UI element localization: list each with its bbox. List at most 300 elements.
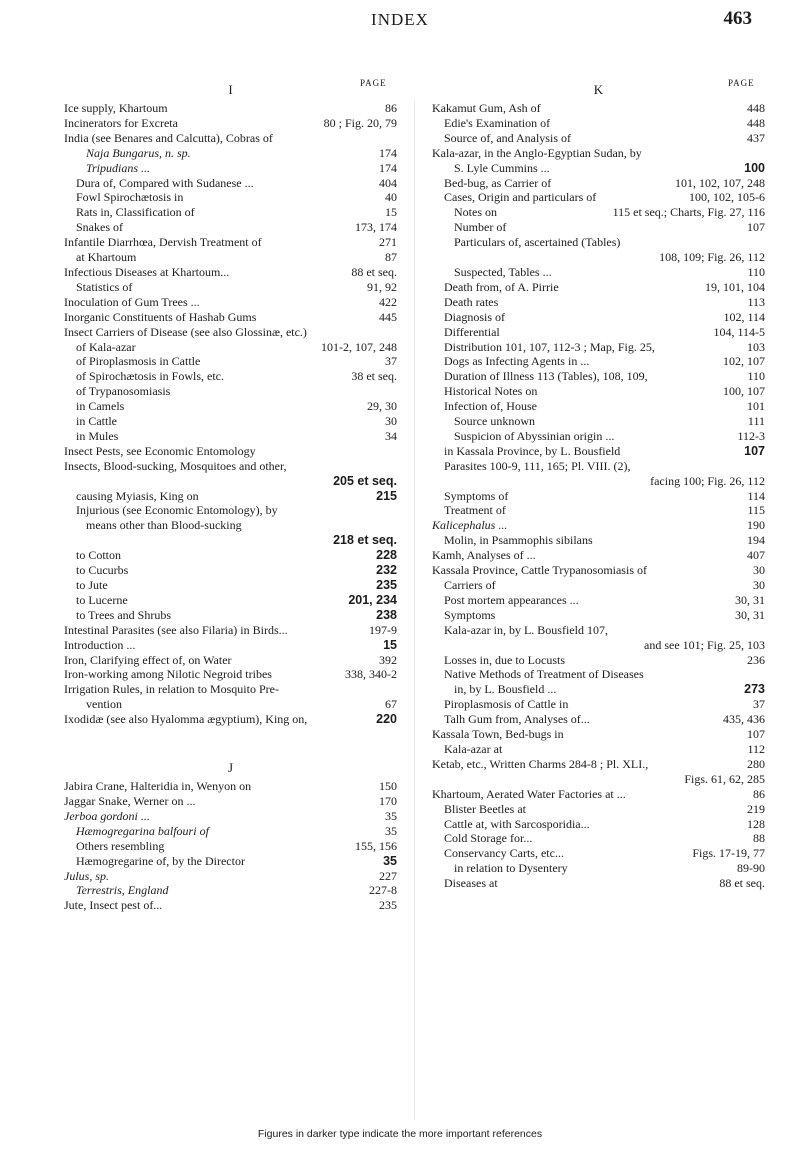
entry-pages: 174 — [375, 146, 397, 161]
entry-pages: 29, 30 — [363, 399, 397, 414]
entry-pages: 280 — [743, 757, 765, 772]
index-entry — [64, 325, 397, 340]
entry-pages: 197-9 — [365, 623, 397, 638]
entry-text: Inoculation of Gum Trees ... — [64, 294, 200, 309]
index-entry — [432, 578, 765, 593]
index-entry — [64, 682, 397, 697]
index-entry — [64, 839, 397, 854]
index-entry — [432, 220, 765, 235]
entry-pages: 100, 102, 105-6 — [685, 190, 765, 205]
entry-pages: 30, 31 — [731, 593, 765, 608]
entry-pages: 228 — [372, 548, 397, 563]
entry-pages: 37 — [749, 697, 765, 712]
entry-text: Historical Notes on — [444, 384, 538, 399]
entry-text: Naja Bungarus, n. sp. — [86, 145, 191, 160]
entry-text: Talh Gum from, Analyses of... — [444, 712, 590, 727]
index-entry — [432, 474, 765, 489]
footer-note: Figures in darker type indicate the more important references — [257, 1128, 543, 1140]
right-column — [432, 79, 765, 891]
index-entry — [64, 250, 397, 265]
entry-text: Insect Pests, see Economic Entomology — [64, 443, 256, 458]
entry-pages: 236 — [743, 653, 765, 668]
entry-text: Statistics of — [76, 279, 133, 294]
entry-text: Julus, sp. — [64, 868, 109, 883]
entry-pages: 91, 92 — [363, 280, 397, 295]
entry-pages: 89-90 — [733, 861, 765, 876]
entry-pages: 100 — [740, 161, 765, 176]
entry-text: Kalicephalus ... — [432, 518, 508, 533]
entry-text: Jerboa gordoni ... — [64, 808, 150, 823]
entry-pages: 437 — [743, 131, 765, 146]
entry-pages: 220 — [372, 712, 397, 727]
entry-pages: 104, 114-5 — [709, 325, 765, 340]
entry-text: Suspected, Tables ... — [454, 264, 552, 279]
index-entry — [64, 369, 397, 384]
entry-text: Diseases at — [444, 876, 498, 891]
index-entry — [64, 578, 397, 593]
entry-pages: 404 — [375, 176, 397, 191]
index-entry — [64, 295, 397, 310]
index-entry — [432, 369, 765, 384]
entry-pages: 219 — [743, 802, 765, 817]
entry-pages: 392 — [375, 653, 397, 668]
entry-text: Particulars of, ascertained (Tables) — [454, 235, 621, 250]
entry-pages: 37 — [381, 354, 397, 369]
entry-pages: 86 — [381, 101, 397, 116]
entry-text: in Kassala Province, by L. Bousfield — [444, 443, 621, 458]
index-entry — [64, 205, 397, 220]
entry-text: Ketab, etc., Written Charms 284-8 ; Pl. XLI., — [432, 756, 649, 771]
section-letter-i: I — [228, 82, 233, 97]
entry-text: Post mortem appearances ... — [444, 592, 579, 607]
entry-text: Incinerators for Excreta — [64, 115, 178, 130]
entry-text: Injurious (see Economic Entomology), by — [76, 503, 278, 518]
index-entry — [432, 817, 765, 832]
entry-pages: 128 — [743, 817, 765, 832]
entry-pages: 112 — [743, 742, 765, 757]
entry-text: Jute, Insect pest of... — [64, 898, 163, 913]
entry-pages: 155, 156 — [351, 839, 397, 854]
entry-pages: facing 100; Fig. 26, 112 — [646, 474, 765, 489]
entry-pages: 35 — [381, 824, 397, 839]
entry-text: Introduction ... — [64, 637, 136, 652]
entry-text: Others resembling — [76, 838, 165, 853]
index-entry — [432, 727, 765, 742]
entry-text: Cold Storage for... — [444, 831, 533, 846]
entry-text: Hæmogregarine of, by the Director — [76, 853, 245, 868]
index-entry — [432, 623, 765, 638]
entry-pages: 107 — [740, 444, 765, 459]
entry-pages: 35 — [379, 854, 397, 869]
entry-pages: 113 — [743, 295, 765, 310]
index-entry — [432, 340, 765, 355]
entry-text: Symptoms — [444, 607, 496, 622]
index-entry — [432, 235, 765, 250]
index-entry — [64, 503, 397, 518]
entry-pages: 38 et seq. — [347, 369, 397, 384]
entry-text: in Cattle — [76, 414, 117, 429]
entry-pages: 101-2, 107, 248 — [317, 340, 397, 355]
entry-pages: 15 — [381, 205, 397, 220]
index-entry — [432, 742, 765, 757]
entry-text: causing Myiasis, King on — [76, 488, 199, 503]
index-list-i — [64, 101, 397, 727]
left-page-label: PAGE — [360, 78, 387, 88]
entry-pages: Figs. 17-19, 77 — [688, 846, 765, 861]
index-entry — [64, 824, 397, 839]
entry-text: Insect Carriers of Disease (see also Glossinæ, etc.) — [64, 324, 307, 339]
entry-text: Blister Beetles at — [444, 801, 526, 816]
entry-pages: 238 — [372, 608, 397, 623]
entry-text: Kala-azar, in the Anglo-Egyptian Sudan, by — [432, 145, 642, 160]
index-entry — [64, 563, 397, 578]
index-entry — [432, 384, 765, 399]
index-entry — [432, 772, 765, 787]
index-entry — [64, 623, 397, 638]
entry-pages: 80 ; Fig. 20, 79 — [320, 116, 397, 131]
index-entry — [432, 712, 765, 727]
entry-pages: 67 — [381, 697, 397, 712]
left-column — [64, 79, 397, 913]
entry-text: to Cotton — [76, 548, 122, 563]
entry-text: means other than Blood-sucking — [86, 518, 242, 533]
index-entry — [432, 667, 765, 682]
entry-pages: 103 — [743, 340, 765, 355]
entry-text: Carriers of — [444, 578, 496, 592]
entry-pages: 30 — [381, 414, 397, 429]
entry-pages: 235 — [375, 898, 397, 913]
entry-pages: 87 — [381, 250, 397, 265]
entry-text: Inorganic Constituents of Hashab Gums — [64, 309, 257, 324]
index-list-j — [64, 779, 397, 913]
index-entry — [432, 518, 765, 533]
entry-text: Diagnosis of — [444, 309, 505, 324]
index-entry — [432, 116, 765, 131]
entry-text: Infantile Diarrhœa, Dervish Treatment of — [64, 235, 262, 250]
entry-pages: 173, 174 — [351, 220, 397, 235]
index-entry — [64, 354, 397, 369]
entry-text: Parasites 100-9, 111, 165; Pl. VIII. (2), — [444, 458, 631, 473]
index-entry — [64, 429, 397, 444]
page-number: 463 — [723, 8, 752, 29]
entry-text: Irrigation Rules, in relation to Mosquito Pre- — [64, 682, 279, 697]
index-entry — [64, 593, 397, 608]
entry-text: Kassala Province, Cattle Trypanosomiasis of — [432, 563, 647, 578]
entry-pages: 201, 234 — [344, 593, 397, 608]
index-entry — [64, 265, 397, 280]
index-entry — [64, 146, 397, 161]
index-entry — [64, 794, 397, 809]
column-divider — [414, 100, 415, 1120]
entry-text: Treatment of — [444, 503, 506, 518]
index-entry — [64, 474, 397, 489]
entry-text: Iron, Clarifying effect of, on Water — [64, 652, 232, 667]
index-entry — [64, 697, 397, 712]
entry-text: Differential — [444, 324, 500, 339]
index-entry — [64, 190, 397, 205]
entry-pages: 190 — [743, 518, 765, 533]
index-entry — [432, 608, 765, 623]
entry-pages: 30 — [749, 578, 765, 593]
entry-text: Death from, of A. Pirrie — [444, 279, 559, 294]
entry-text: Intestinal Parasites (see also Filaria) in Birds... — [64, 622, 288, 637]
entry-text: to Jute — [76, 578, 108, 592]
entry-pages: 35 — [381, 809, 397, 824]
entry-text: Ice supply, Khartoum — [64, 101, 168, 115]
entry-pages: 273 — [740, 682, 765, 697]
index-entry — [64, 116, 397, 131]
entry-pages: 170 — [375, 794, 397, 809]
entry-text: Kakamut Gum, Ash of — [432, 101, 541, 115]
entry-pages: 30 — [749, 563, 765, 578]
entry-text: Jaggar Snake, Werner on ... — [64, 793, 196, 808]
index-entry — [64, 854, 397, 869]
entry-text: Iron-working among Nilotic Negroid tribes — [64, 667, 272, 682]
entry-text: Native Methods of Treatment of Diseases — [444, 667, 644, 682]
entry-text: Conservancy Carts, etc... — [444, 846, 564, 861]
index-entry — [432, 638, 765, 653]
entry-pages: 232 — [372, 563, 397, 578]
index-entry — [432, 503, 765, 518]
entry-text: of Spirochætosis in Fowls, etc. — [76, 369, 225, 384]
entry-pages: 115 et seq.; Charts, Fig. 27, 116 — [609, 205, 765, 220]
entry-pages: 115 — [743, 503, 765, 518]
entry-text: Death rates — [444, 294, 499, 309]
entry-pages: and see 101; Fig. 25, 103 — [640, 638, 765, 653]
entry-text: to Cucurbs — [76, 563, 129, 578]
entry-pages: 86 — [749, 787, 765, 802]
index-entry — [64, 608, 397, 623]
index-entry — [432, 548, 765, 563]
entry-text: Molin, in Psammophis sibilans — [444, 533, 593, 548]
entry-text: Source of, and Analysis of — [444, 130, 571, 145]
entry-text: Jabira Crane, Halteridia in, Wenyon on — [64, 779, 252, 794]
entry-pages: 30, 31 — [731, 608, 765, 623]
entry-text: Ixodidæ (see also Hyalomma ægyptium), King on, — [64, 712, 308, 727]
index-entry — [64, 653, 397, 668]
index-entry — [432, 444, 765, 459]
index-entry — [64, 131, 397, 146]
entry-text: Symptoms of — [444, 488, 509, 503]
index-entry — [432, 563, 765, 578]
index-entry — [432, 653, 765, 668]
index-entry — [432, 265, 765, 280]
entry-pages: 338, 340-2 — [341, 667, 397, 682]
index-entry — [432, 146, 765, 161]
section-letter-j: J — [227, 760, 234, 776]
entry-text: Duration of Illness 113 (Tables), 108, 109, — [444, 369, 648, 384]
entry-pages: 435, 436 — [719, 712, 765, 727]
index-entry — [432, 846, 765, 861]
index-entry — [432, 831, 765, 846]
entry-text: Kamh, Analyses of ... — [432, 548, 536, 563]
entry-pages: 218 et seq. — [329, 533, 397, 548]
index-entry — [64, 176, 397, 191]
entry-pages: 215 — [372, 489, 397, 504]
entry-text: Kala-azar in, by L. Bousfield 107, — [444, 622, 608, 637]
entry-pages: 227-8 — [365, 883, 397, 898]
index-entry — [64, 667, 397, 682]
index-entry — [64, 220, 397, 235]
entry-text: Piroplasmosis of Cattle in — [444, 697, 569, 712]
index-entry — [432, 876, 765, 891]
entry-pages: 88 et seq. — [715, 876, 765, 891]
index-entry — [432, 131, 765, 146]
entry-text: Cases, Origin and particulars of — [444, 190, 597, 205]
index-entry — [64, 101, 397, 116]
entry-pages: 445 — [375, 310, 397, 325]
index-entry — [432, 429, 765, 444]
index-entry — [64, 310, 397, 325]
entry-pages: 19, 101, 104 — [701, 280, 765, 295]
index-entry — [432, 250, 765, 265]
index-entry — [432, 190, 765, 205]
entry-text: Source unknown — [454, 414, 535, 429]
entry-text: Kala-azar at — [444, 741, 503, 756]
index-entry — [432, 205, 765, 220]
index-entry — [432, 489, 765, 504]
entry-text: Distribution 101, 107, 112-3 ; Map, Fig. 25, — [444, 339, 655, 354]
entry-text: Notes on — [454, 205, 497, 220]
entry-text: of Kala-azar — [76, 339, 136, 354]
entry-pages: 150 — [375, 779, 397, 794]
entry-pages: 100, 107 — [719, 384, 765, 399]
entry-text: Snakes of — [76, 220, 123, 235]
index-entry — [432, 325, 765, 340]
entry-text: Infection of, House — [444, 399, 537, 414]
index-entry — [64, 444, 397, 459]
index-entry — [432, 682, 765, 697]
entry-pages: 40 — [381, 190, 397, 205]
entry-text: Infectious Diseases at Khartoum... — [64, 264, 230, 279]
index-entry — [64, 809, 397, 824]
entry-text: in, by L. Bousfield ... — [454, 682, 557, 697]
entry-text: to Trees and Shrubs — [76, 607, 172, 622]
entry-text: Khartoum, Aerated Water Factories at ... — [432, 786, 626, 801]
index-entry — [64, 489, 397, 504]
entry-text: Suspicion of Abyssinian origin ... — [454, 428, 615, 443]
index-entry — [432, 101, 765, 116]
index-entry — [64, 414, 397, 429]
entry-text: India (see Benares and Calcutta), Cobras of — [64, 130, 273, 145]
entry-text: Insects, Blood-sucking, Mosquitoes and other, — [64, 458, 287, 473]
entry-text: in Mules — [76, 428, 119, 443]
entry-text: S. Lyle Cummins ... — [454, 160, 550, 175]
entry-pages: Figs. 61, 62, 285 — [680, 772, 765, 787]
index-title: INDEX — [371, 10, 429, 29]
index-entry — [64, 340, 397, 355]
entry-text: Terrestris, England — [76, 883, 169, 898]
entry-pages: 107 — [743, 727, 765, 742]
index-entry — [64, 548, 397, 563]
index-entry — [64, 533, 397, 548]
entry-text: Hæmogregarina balfouri of — [76, 823, 209, 838]
entry-text: of Trypanosomiasis — [76, 384, 171, 399]
page-header — [48, 8, 752, 32]
entry-pages: 422 — [375, 295, 397, 310]
index-entry — [64, 518, 397, 533]
entry-pages: 107 — [743, 220, 765, 235]
entry-pages: 108, 109; Fig. 26, 112 — [655, 250, 765, 265]
index-entry — [432, 697, 765, 712]
entry-pages: 271 — [375, 235, 397, 250]
index-entry — [432, 280, 765, 295]
entry-pages: 110 — [743, 369, 765, 384]
entry-pages: 34 — [381, 429, 397, 444]
right-page-label: PAGE — [728, 78, 755, 88]
index-entry — [432, 787, 765, 802]
entry-text: of Piroplasmosis in Cattle — [76, 354, 201, 369]
entry-text: Kassala Town, Bed-bugs in — [432, 727, 564, 742]
index-entry — [432, 399, 765, 414]
entry-pages: 15 — [379, 638, 397, 653]
entry-pages: 114 — [743, 489, 765, 504]
entry-pages: 235 — [372, 578, 397, 593]
entry-text: in relation to Dysentery — [454, 861, 568, 876]
index-entry — [64, 898, 397, 913]
entry-pages: 110 — [743, 265, 765, 280]
entry-pages: 88 — [749, 831, 765, 846]
index-list-k — [432, 101, 765, 891]
index-entry — [64, 161, 397, 176]
index-entry — [64, 779, 397, 794]
index-entry — [432, 295, 765, 310]
entry-pages: 174 — [375, 161, 397, 176]
index-entry — [64, 384, 397, 399]
index-entry — [64, 235, 397, 250]
entry-pages: 407 — [743, 548, 765, 563]
index-entry — [432, 802, 765, 817]
entry-pages: 101, 102, 107, 248 — [671, 176, 765, 191]
index-entry — [64, 399, 397, 414]
index-entry — [432, 533, 765, 548]
index-entry — [432, 176, 765, 191]
entry-text: Fowl Spirochætosis in — [76, 190, 184, 205]
entry-text: Edie's Examination of — [444, 115, 551, 130]
index-entry — [64, 869, 397, 884]
index-entry — [432, 310, 765, 325]
entry-text: Losses in, due to Locusts — [444, 652, 565, 667]
index-entry — [432, 354, 765, 369]
index-entry — [432, 414, 765, 429]
entry-pages: 448 — [743, 116, 765, 131]
entry-pages: 111 — [744, 414, 765, 429]
entry-text: to Lucerne — [76, 592, 128, 607]
index-entry — [432, 459, 765, 474]
index-entry — [64, 712, 397, 727]
entry-text: Tripudians ... — [86, 160, 151, 175]
entry-text: Number of — [454, 220, 507, 235]
index-entry — [432, 161, 765, 176]
entry-pages: 194 — [743, 533, 765, 548]
entry-pages: 101 — [743, 399, 765, 414]
entry-pages: 102, 114 — [719, 310, 765, 325]
section-letter-k: K — [593, 82, 604, 97]
index-entry — [432, 861, 765, 876]
entry-pages: 88 et seq. — [347, 265, 397, 280]
index-entry — [432, 757, 765, 772]
index-entry — [64, 638, 397, 653]
entry-pages: 102, 107 — [719, 354, 765, 369]
entry-text: at Khartoum — [76, 250, 137, 265]
entry-text: in Camels — [76, 399, 125, 414]
index-entry — [64, 459, 397, 474]
index-entry — [64, 883, 397, 898]
entry-text: Dogs as Infecting Agents in ... — [444, 354, 590, 369]
entry-text: Cattle at, with Sarcosporidia... — [444, 816, 590, 831]
entry-text: vention — [86, 697, 122, 712]
entry-pages: 205 et seq. — [329, 474, 397, 489]
